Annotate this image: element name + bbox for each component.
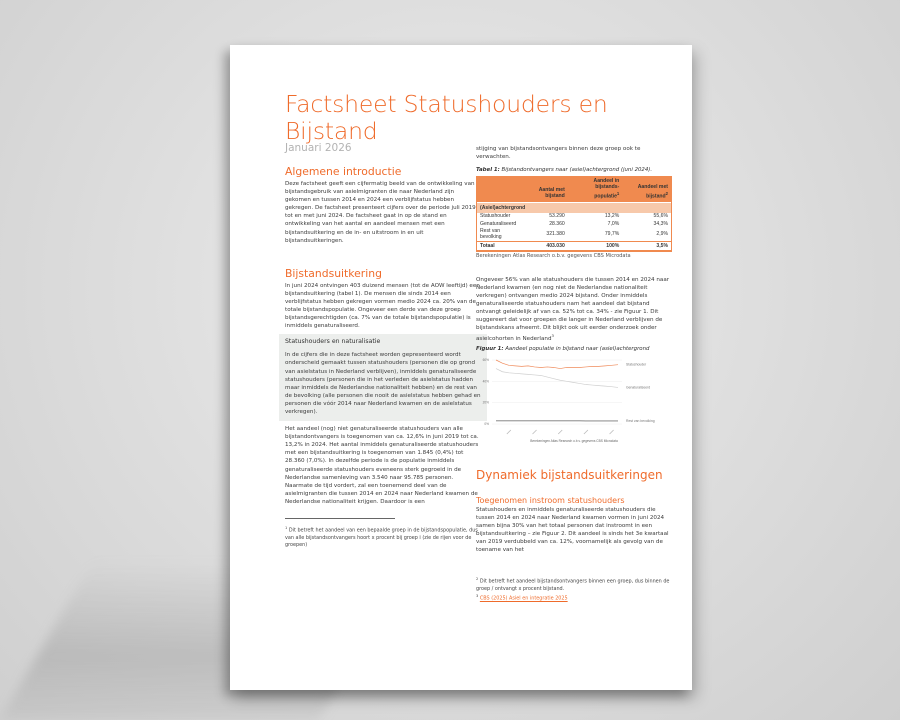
table-cell: 403.030	[519, 242, 568, 250]
footnote-2-text: Dit betreft het aandeel bijstandsontvangers binnen een groep, dus binnen de groep / ontvangt x procent bijstand.	[476, 578, 670, 593]
footnote-1	[285, 525, 481, 550]
document-page	[230, 45, 692, 690]
chart-source: Berekeningen Atlas Research o.b.v. gegevens CBS Microdata	[530, 438, 618, 443]
figure-caption	[476, 346, 672, 354]
table-cell: 55,6%	[653, 213, 668, 220]
table-cell: 100%	[568, 242, 623, 250]
series-label: Statushouder	[626, 362, 647, 367]
table-row	[477, 228, 671, 242]
y-tick-label: 0%	[484, 421, 489, 426]
footnote-2-marker: 2	[476, 577, 479, 582]
data-table	[477, 176, 671, 251]
figure-1-chart	[476, 356, 672, 448]
footnote-1-marker: 1	[285, 526, 288, 530]
document-date: Januari 2026	[285, 142, 352, 154]
table-header-aandeel-pop: Aandeel in bijstands-populatie$^1$	[568, 176, 623, 202]
footnote-3-link[interactable]: CBS (2025) Asiel en integratie 2025	[479, 596, 568, 603]
box-text: In de cijfers die in deze factsheet worden gepresenteerd wordt onderscheid gemaakt tussen statushouders (personen die op grond van asielstatus in Nederland verblijven), inmiddels genaturaliseerde statushouders (personen die in het verleden de asielstatus hadden maar inmiddels de Nederlandse nationaliteit hebben) en de rest van de bevolking (alle personen die nooit de asielstatus hebben gehad en personen die vóór 2014 naar Nederland kwamen en de asielstatus verkregen).	[285, 352, 481, 415]
dynamiek-heading: Dynamiek bijstandsuitkeringen	[476, 467, 663, 482]
analysis-text: Ongeveer 56% van alle statushouders die tussen 2014 en 2024 naar Nederland kwamen (en nog niet de Nederlandse nationaliteit verkregen) ontvangen medio 2024 bijstand. Onder inmiddels genaturaliseerde statushouders nam het aandeel dat bijstand ontvangt geleidelijk af van ca. 52% tot ca. 34% - zie Figuur 1. Dit suggereert dat voor groepen die langer in Nederland verblijven de bijstandskans afneemt. Dit blijkt ook uit eerder onderzoek onder asielcohorten in Nederland$^3$	[476, 276, 670, 343]
table-cell: 34,3%	[653, 220, 668, 227]
table-row	[477, 213, 671, 220]
bijstand-heading: Bijstandsuitkering	[285, 266, 382, 280]
document-title: Factsheet Statushouders en Bijstand	[285, 90, 608, 145]
table-total-row	[477, 242, 671, 250]
x-tick-mark	[507, 430, 511, 434]
table-cell: 7,0%	[607, 220, 620, 227]
line-chart	[476, 356, 672, 444]
x-tick-mark	[584, 430, 588, 434]
right-column	[476, 145, 672, 603]
footnote-3	[476, 593, 672, 603]
table-caption	[476, 167, 672, 175]
x-tick-mark	[610, 430, 614, 434]
series-label: Genaturaliseerd	[626, 385, 651, 390]
y-tick-label: 40%	[482, 379, 489, 384]
intro-text: Deze factsheet geeft een cijfermatig beeld van de ontwikkeling van bijstandsgebruik van asielmigranten die naar Nederland zijn gekomen en tussen 2014 en 2024 een verblijfstatus hebben gekregen. De factsheet presenteert cijfers over de periode juli 2019 tot en met juni 2024. De factsheet gaat in op de stand en ontwikkeling van het aantal en aandeel mensen met een bijstandsuitkering en de in- en uitstroom in en uit bijstandsuitkeringen.	[285, 181, 476, 244]
table-cell: Genaturaliseerd	[480, 220, 517, 227]
table-cell: Totaal	[477, 242, 519, 250]
table-cell: 321.380	[546, 231, 565, 238]
intro-heading: Algemene introductie	[285, 165, 402, 178]
table-header-aandeel-bij: Aandeel met bijstand$^2$	[622, 176, 671, 202]
table-group-label: (Asiel)achtergrond	[477, 202, 671, 213]
table-cell: 2,9%	[656, 231, 668, 238]
table-cell: 28.360	[549, 220, 565, 227]
footnote-3-marker: 3	[476, 594, 479, 599]
instroom-text: Statushouders en inmiddels genaturaliseerde statushouders die tussen 2014 en 2024 naar Nederland kwamen vormen in juni 2024 samen bijna 30% van het totaal personen dat instroomt in een bijstandsuitkering – zie Figuur 2. Dit aandeel is sinds het 3e kwartaal van 2019 verdubbeld van ca. 12%, voornamelijk als gevolg van de toename van het	[476, 506, 669, 554]
series-line-statushouder	[496, 360, 618, 369]
naturalisation-box	[279, 334, 487, 421]
footnote-separator	[285, 518, 395, 519]
table-cell: 53.290	[549, 213, 565, 220]
bijstand-text: In juni 2024 ontvingen 403 duizend mensen (tot de AOW leeftijd) een bijstandsuitkering (tabel 1). De mensen die sinds 2014 een verblijfstatus hebben gekregen vormen medio 2024 ca. 20% van de totale bijstandspopulatie. Ongeveer een derde van deze groep bijstandsgerechtigden (ca. 7% van de totale bijstandspopulatie) is inmiddels genaturaliseerd.	[285, 282, 480, 330]
table-header-aantal: Aantal met bijstand	[519, 176, 568, 202]
series-label: Rest van bevolking	[626, 418, 655, 423]
continued-text: stijging van bijstandsontvangers binnen deze groep ook te verwachten.	[476, 146, 641, 161]
table-caption-text: Bijstandontvangers naar (asiel)achtergrond (juni 2024).	[501, 167, 653, 174]
table-source: Berekeningen Atlas Research o.b.v. gegevens CBS Microdata	[476, 252, 631, 259]
instroom-heading: Toegenomen instroom statushouders	[476, 495, 625, 505]
table-header-empty	[477, 176, 519, 202]
table-frame	[476, 176, 672, 252]
left-column	[285, 165, 481, 550]
footnote-1-text: Dit betreft het aandeel van een bepaalde groep in de bijstandspopulatie, dus van alle bijstandsontvangers hoort x procent bij groep i (zie de rijen voor de groepen)	[285, 527, 478, 549]
table-cell: Statushouder	[480, 213, 511, 220]
x-tick-mark	[558, 430, 562, 434]
table-row	[477, 220, 671, 227]
table-cell: 3,5%	[622, 242, 671, 250]
table-header-row	[477, 176, 671, 202]
figure-caption-label: Figuur 1:	[476, 346, 504, 353]
table-caption-label: Tabel 1:	[476, 167, 500, 174]
table-group-row	[477, 202, 671, 213]
box-title: Statushouders en naturalisatie	[285, 338, 381, 346]
after-box-text: Het aandeel (nog) niet genaturaliseerde statushouders van alle bijstandontvangers is toegenomen van ca. 12,6% in juni 2019 tot ca. 13,2% in 2024. Het aantal inmiddels genaturaliseerde statushouders met een bijstandsuitkering is toegenomen van 1.845 (0,4%) tot 28.360 (7,0%). In dezelfde periode is de populatie inmiddels genaturaliseerde statushouders eveneens sterk gegroeid in de Nederlandse samenleving van 3.540 naar 95.785 personen. Naarmate de tijd vordert, zal een toenemend deel van de asielmigranten die tussen 2014 en 2024 naar Nederland kwamen de Nederlandse nationaliteit krijgen. Daardoor is een	[285, 426, 479, 505]
table-cell: 13,2%	[604, 213, 620, 220]
y-tick-label: 60%	[482, 357, 489, 362]
footnote-2	[476, 576, 672, 593]
table-cell: Rest van bevolking	[480, 228, 502, 241]
series-line-genaturaliseerd	[496, 368, 618, 387]
table-cell: 79,7%	[604, 231, 620, 238]
figure-caption-text: Aandeel populatie in bijstand naar (asiel)achtergrond	[505, 346, 650, 353]
y-tick-label: 20%	[482, 400, 489, 405]
x-tick-mark	[533, 430, 537, 434]
